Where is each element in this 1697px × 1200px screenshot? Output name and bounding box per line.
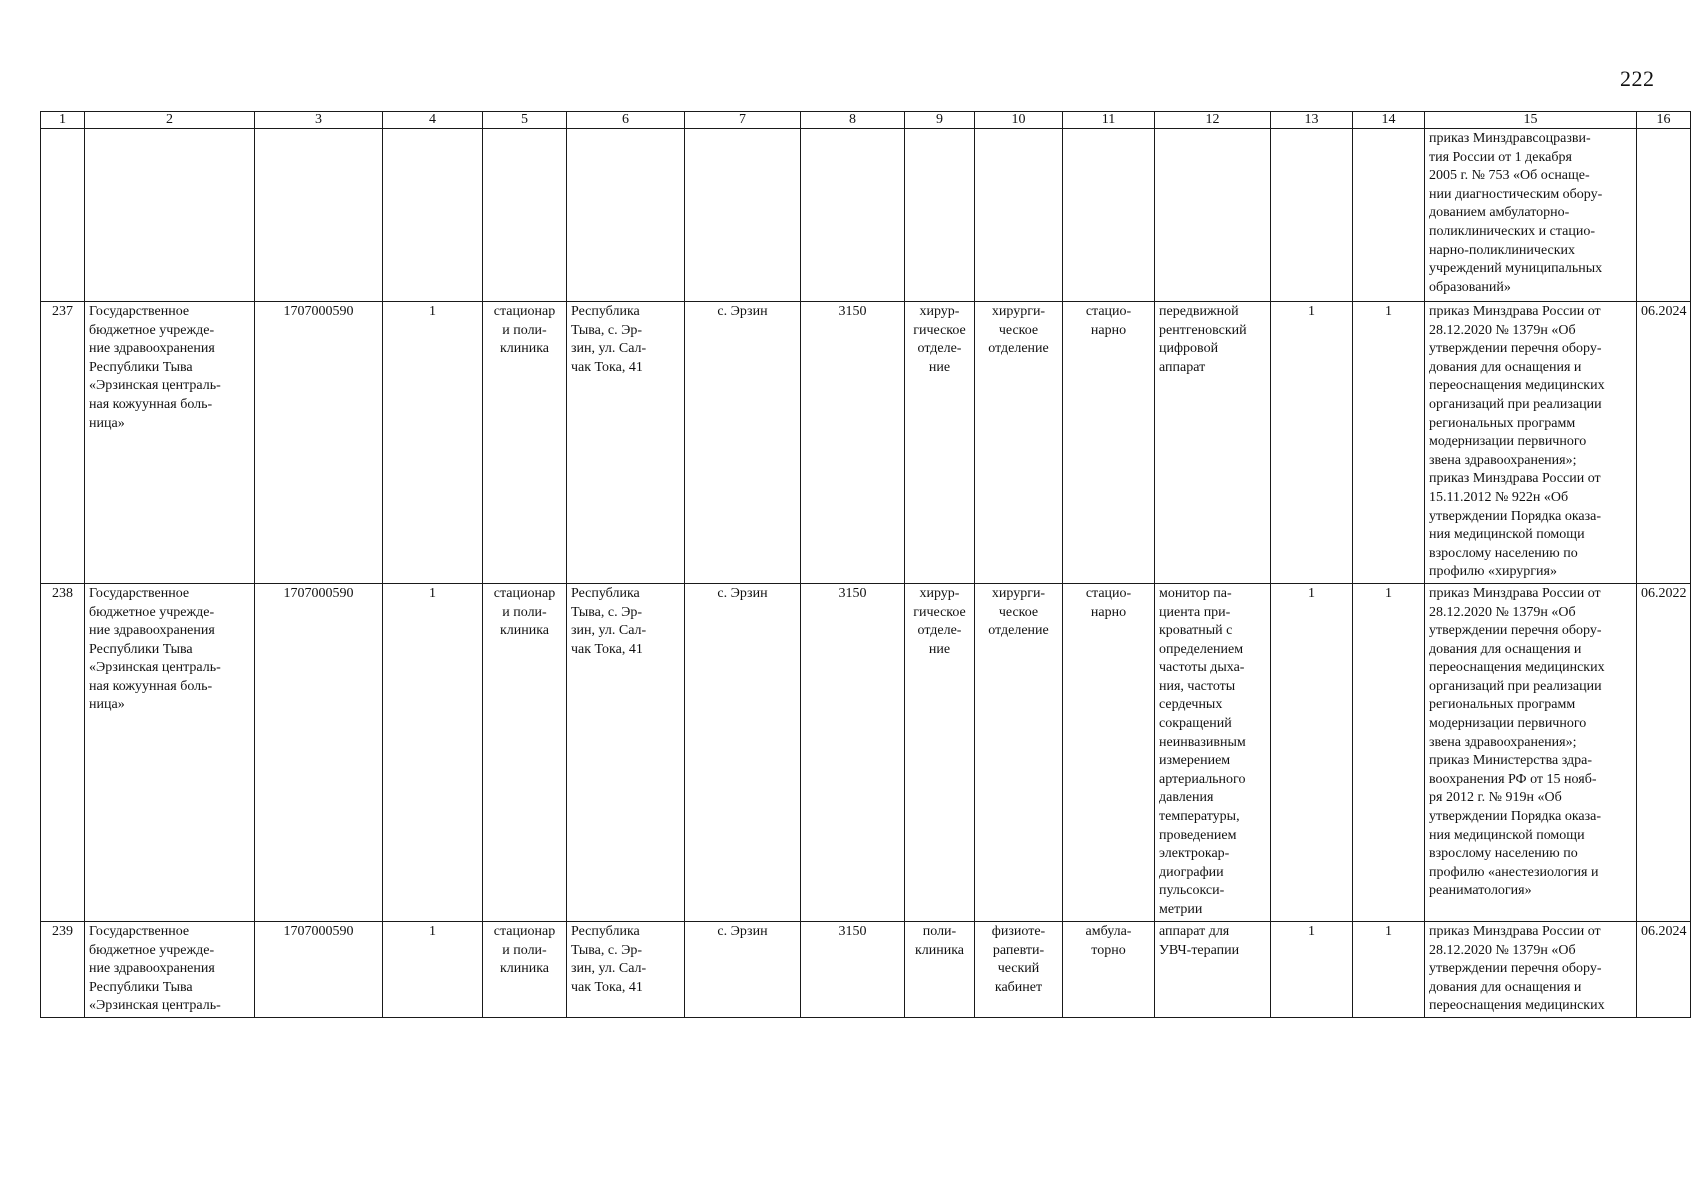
organization-cell: Государственное бюджетное учрежде- ние здравоохранения Республики Тыва «Эрзинская централь- ная кожуунная боль- ница»: [85, 583, 255, 921]
col13-cell: 1: [1271, 583, 1353, 921]
date-cell: 06.2024: [1637, 302, 1691, 584]
locality-cell: с. Эрзин: [685, 302, 801, 584]
column-number: 6: [567, 112, 685, 129]
table-row: [41, 302, 1691, 584]
col4-cell: 1: [383, 302, 483, 584]
equipment-cell: аппарат для УВЧ-терапии: [1155, 921, 1271, 1017]
legal-basis-cell: приказ Минздрава России от 28.12.2020 № 1379н «Об утверждении перечня обору- дования для оснащения и переоснащения медицинских организаций при реализации региональных программ модернизации первичного звена здравоохранения»; приказ Министерства здра- воохранения РФ от 15 нояб- ря 2012 г. № 919н «Об утверждении Порядка оказа- ния медицинской помощи взрослому населению по профилю «анестезиология и реаниматология»: [1425, 583, 1637, 921]
column-numbers-row: [41, 112, 1691, 129]
organization-cell: Государственное бюджетное учрежде- ние здравоохранения Республики Тыва «Эрзинская централь- ная кожуунная боль- ница»: [85, 302, 255, 584]
organization-cell: Государственное бюджетное учрежде- ние здравоохранения Республики Тыва «Эрзинская централь-: [85, 921, 255, 1017]
department-cell: поли- клиника: [905, 921, 975, 1017]
facility-type-cell: стационар и поли- клиника: [483, 583, 567, 921]
column-number: 1: [41, 112, 85, 129]
column-number: 3: [255, 112, 383, 129]
equipment-cell: передвижной рентгеновский цифровой аппарат: [1155, 302, 1271, 584]
table-cell: [567, 129, 685, 302]
column-number: 7: [685, 112, 801, 129]
facility-type-cell: стационар и поли- клиника: [483, 302, 567, 584]
legal-basis-cell: приказ Минздравсоцразви- тия России от 1 декабря 2005 г. № 753 «Об оснаще- нии диагностическим обору- дованием амбулаторно- поликлинических и стацио- нарно-поликлинических учреждений муниципальных образований»: [1425, 129, 1637, 302]
column-number: 9: [905, 112, 975, 129]
column-number: 13: [1271, 112, 1353, 129]
table-cell: [255, 129, 383, 302]
facility-type-cell: стационар и поли- клиника: [483, 921, 567, 1017]
code-cell: 1707000590: [255, 302, 383, 584]
col14-cell: 1: [1353, 302, 1425, 584]
column-number: 15: [1425, 112, 1637, 129]
table-cell: [1637, 129, 1691, 302]
column-number: 14: [1353, 112, 1425, 129]
unit-cell: физиоте- рапевти- ческий кабинет: [975, 921, 1063, 1017]
col13-cell: 1: [1271, 302, 1353, 584]
row-number-cell: 237: [41, 302, 85, 584]
column-number: 5: [483, 112, 567, 129]
table-cell: [905, 129, 975, 302]
department-cell: хирур- гическое отделе- ние: [905, 583, 975, 921]
row-number-cell: 239: [41, 921, 85, 1017]
table-cell: [685, 129, 801, 302]
unit-cell: хирурги- ческое отделение: [975, 302, 1063, 584]
column-number: 2: [85, 112, 255, 129]
department-cell: хирур- гическое отделе- ние: [905, 302, 975, 584]
table-cell: [1155, 129, 1271, 302]
table-row: [41, 921, 1691, 1017]
page-number: 222: [1620, 66, 1655, 91]
care-mode-cell: стацио- нарно: [1063, 583, 1155, 921]
code-cell: 1707000590: [255, 921, 383, 1017]
column-number: 8: [801, 112, 905, 129]
legal-basis-cell: приказ Минздрава России от 28.12.2020 № 1379н «Об утверждении перечня обору- дования для оснащения и переоснащения медицинских организаций при реализации региональных программ модернизации первичного звена здравоохранения»; приказ Минздрава России от 15.11.2012 № 922н «Об утверждении Порядка оказа- ния медицинской помощи взрослому населению по профилю «хирургия»: [1425, 302, 1637, 584]
column-number: 10: [975, 112, 1063, 129]
table-cell: [85, 129, 255, 302]
locality-cell: с. Эрзин: [685, 921, 801, 1017]
column-number: 16: [1637, 112, 1691, 129]
col13-cell: 1: [1271, 921, 1353, 1017]
table-cell: [483, 129, 567, 302]
table-row: [41, 583, 1691, 921]
date-cell: 06.2024: [1637, 921, 1691, 1017]
col8-cell: 3150: [801, 921, 905, 1017]
column-number: 4: [383, 112, 483, 129]
equipment-cell: монитор па- циента при- кроватный с определением частоты дыха- ния, частоты сердечных сокращений неинвазивным измерением артериального давления температуры, проведением электрокар- диографии пульсокси- метрии: [1155, 583, 1271, 921]
unit-cell: хирурги- ческое отделение: [975, 583, 1063, 921]
col4-cell: 1: [383, 921, 483, 1017]
col14-cell: 1: [1353, 583, 1425, 921]
col8-cell: 3150: [801, 302, 905, 584]
care-mode-cell: амбула- торно: [1063, 921, 1155, 1017]
table-cell: [41, 129, 85, 302]
code-cell: 1707000590: [255, 583, 383, 921]
col8-cell: 3150: [801, 583, 905, 921]
table-cell: [975, 129, 1063, 302]
continuation-row: [41, 129, 1691, 302]
table-cell: [1271, 129, 1353, 302]
table-cell: [1063, 129, 1155, 302]
legal-basis-cell: приказ Минздрава России от 28.12.2020 № 1379н «Об утверждении перечня обору- дования для оснащения и переоснащения медицинских: [1425, 921, 1637, 1017]
locality-cell: с. Эрзин: [685, 583, 801, 921]
date-cell: 06.2022: [1637, 583, 1691, 921]
column-number: 11: [1063, 112, 1155, 129]
column-number: 12: [1155, 112, 1271, 129]
equipment-table: [40, 111, 1691, 1018]
address-cell: Республика Тыва, с. Эр- зин, ул. Сал- чак Тока, 41: [567, 302, 685, 584]
col14-cell: 1: [1353, 921, 1425, 1017]
col4-cell: 1: [383, 583, 483, 921]
table-cell: [801, 129, 905, 302]
address-cell: Республика Тыва, с. Эр- зин, ул. Сал- чак Тока, 41: [567, 583, 685, 921]
table-cell: [1353, 129, 1425, 302]
care-mode-cell: стацио- нарно: [1063, 302, 1155, 584]
table-cell: [383, 129, 483, 302]
address-cell: Республика Тыва, с. Эр- зин, ул. Сал- чак Тока, 41: [567, 921, 685, 1017]
row-number-cell: 238: [41, 583, 85, 921]
